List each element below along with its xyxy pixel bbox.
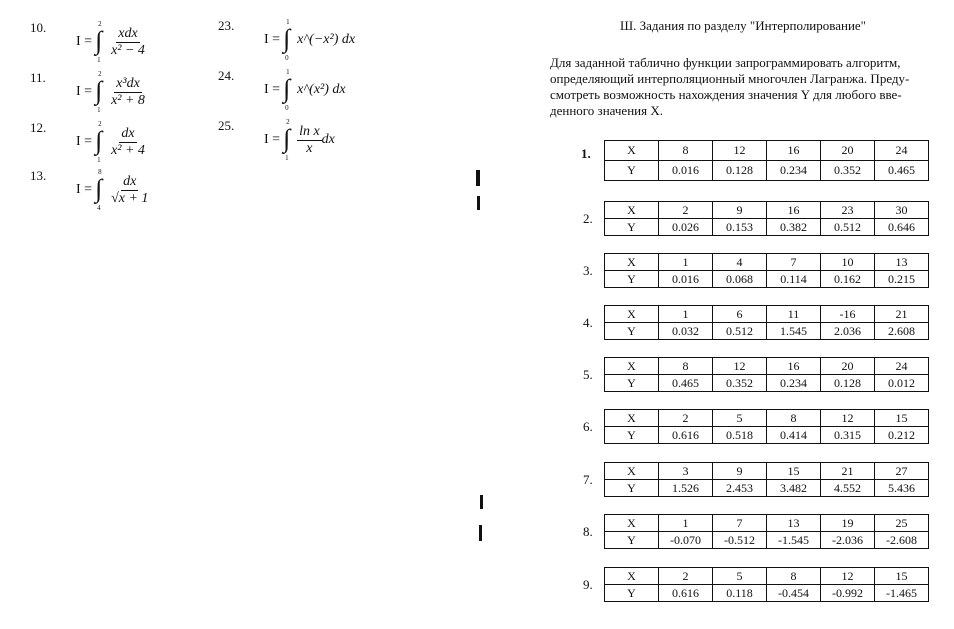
row-header: Y <box>605 532 659 549</box>
integral-lhs: I = <box>264 132 281 147</box>
table-row-y <box>605 271 929 288</box>
table-cell: 4.552 <box>821 480 875 497</box>
upper-limit: 1 <box>286 68 290 76</box>
table-row-y <box>605 161 929 181</box>
table-cell: 0.032 <box>659 323 713 340</box>
table-cell: 0.352 <box>821 161 875 181</box>
table-cell: -16 <box>821 306 875 323</box>
upper-limit: 2 <box>98 120 102 128</box>
integral-number: 11. <box>30 70 46 85</box>
task-table <box>604 140 929 181</box>
table-cell: 7 <box>713 515 767 532</box>
table-row-x <box>605 358 929 375</box>
table-cell: 1 <box>659 254 713 271</box>
fraction <box>109 126 147 159</box>
paragraph-line: денного значения X. <box>550 103 663 118</box>
integral-12 <box>76 120 147 164</box>
table-cell: 0.518 <box>713 427 767 444</box>
task-table <box>604 567 929 602</box>
integral-number: 12. <box>30 120 47 135</box>
task-table <box>604 462 929 497</box>
table-cell: 0.512 <box>821 219 875 236</box>
table-cell: 16 <box>767 141 821 161</box>
row-header: Y <box>605 219 659 236</box>
task-label: 3. <box>583 263 593 278</box>
table-cell: 12 <box>821 410 875 427</box>
table-cell: 0.234 <box>767 161 821 181</box>
integral-lhs: I = <box>76 182 93 197</box>
task-label: 7. <box>583 472 593 487</box>
table-cell: 1 <box>659 515 713 532</box>
numerator: dx <box>123 173 137 189</box>
table-cell: 5 <box>713 410 767 427</box>
table-cell: 19 <box>821 515 875 532</box>
upper-limit: 8 <box>98 168 102 176</box>
row-header: X <box>605 141 659 161</box>
table-cell: 0.234 <box>767 375 821 392</box>
table-cell: 0.012 <box>875 375 929 392</box>
table-row-y <box>605 219 929 236</box>
integral-11 <box>76 70 147 114</box>
lower-limit: 1 <box>97 106 101 114</box>
table-cell: 0.414 <box>767 427 821 444</box>
table-cell: 6 <box>713 306 767 323</box>
table-cell: 3.482 <box>767 480 821 497</box>
lower-limit: 1 <box>285 154 289 162</box>
integral-lhs: I = <box>264 32 281 47</box>
table-cell: -2.036 <box>821 532 875 549</box>
table-cell: 15 <box>875 568 929 585</box>
integral-10 <box>76 20 147 64</box>
table-cell: 11 <box>767 306 821 323</box>
task-table <box>604 305 929 340</box>
denominator: x <box>306 140 313 156</box>
table-cell: 23 <box>821 202 875 219</box>
table-cell: 0.128 <box>821 375 875 392</box>
table-cell: 0.465 <box>875 161 929 181</box>
scan-mark <box>476 170 480 186</box>
numerator: dx <box>121 125 135 141</box>
table-cell: 12 <box>821 568 875 585</box>
numerator: xdx <box>118 25 138 41</box>
section-title: Ш. Задания по разделу "Интерполирование" <box>620 18 866 33</box>
integrand: x^(x²) dx <box>297 82 346 97</box>
paragraph-line: смотреть возможность нахождения значения Y для любого вве- <box>550 87 902 102</box>
denominator: x² + 4 <box>111 142 145 158</box>
table-cell: 3 <box>659 463 713 480</box>
lower-limit: 1 <box>97 156 101 164</box>
table-cell: 21 <box>821 463 875 480</box>
task-label: 1. <box>581 146 591 161</box>
table-cell: 15 <box>767 463 821 480</box>
table-cell: 10 <box>821 254 875 271</box>
table-cell: 9 <box>713 202 767 219</box>
integral-25 <box>264 118 335 162</box>
row-header: Y <box>605 161 659 181</box>
table-cell: 8 <box>767 410 821 427</box>
integrand: x^(−x²) dx <box>297 32 356 47</box>
paragraph-line: Для заданной таблично функции запрограммировать алгоритм, <box>550 55 901 70</box>
task-label: 9. <box>583 577 593 592</box>
table-cell: 16 <box>767 358 821 375</box>
upper-limit: 2 <box>98 20 102 28</box>
table-cell: 0.153 <box>713 219 767 236</box>
table-cell: 2.608 <box>875 323 929 340</box>
table-cell: 2 <box>659 202 713 219</box>
table-cell: 0.512 <box>713 323 767 340</box>
table-cell: 20 <box>821 141 875 161</box>
table-cell: 15 <box>875 410 929 427</box>
task-table <box>604 253 929 288</box>
table-cell: -0.512 <box>713 532 767 549</box>
table-cell: 8 <box>659 358 713 375</box>
task-table <box>604 357 929 392</box>
table-cell: 0.016 <box>659 161 713 181</box>
table-cell: 1.526 <box>659 480 713 497</box>
scan-mark <box>479 525 482 541</box>
table-cell: 24 <box>875 358 929 375</box>
integral-number: 24. <box>218 68 235 83</box>
row-header: Y <box>605 480 659 497</box>
table-cell: -1.465 <box>875 585 929 602</box>
row-header: X <box>605 306 659 323</box>
denominator: √x + 1 <box>111 190 149 206</box>
integral-number: 13. <box>30 168 47 183</box>
table-cell: 0.016 <box>659 271 713 288</box>
table-cell: 0.212 <box>875 427 929 444</box>
table-row-y <box>605 375 929 392</box>
table-cell: 5 <box>713 568 767 585</box>
table-cell: 2 <box>659 568 713 585</box>
task-label: 4. <box>583 315 593 330</box>
denominator: x² + 8 <box>111 92 145 108</box>
table-cell: 0.465 <box>659 375 713 392</box>
row-header: X <box>605 202 659 219</box>
fraction <box>109 76 147 109</box>
integral-number: 25. <box>218 118 235 133</box>
section-paragraph <box>550 55 930 119</box>
integral-number: 10. <box>30 20 47 35</box>
upper-limit: 2 <box>98 70 102 78</box>
table-row-x <box>605 410 929 427</box>
table-row-y <box>605 532 929 549</box>
table-cell: 0.068 <box>713 271 767 288</box>
row-header: X <box>605 568 659 585</box>
table-cell: 24 <box>875 141 929 161</box>
table-cell: 16 <box>767 202 821 219</box>
table-cell: 30 <box>875 202 929 219</box>
table-cell: 0.128 <box>713 161 767 181</box>
row-header: Y <box>605 427 659 444</box>
upper-limit: 2 <box>286 118 290 126</box>
table-cell: 0.118 <box>713 585 767 602</box>
table-cell: 0.352 <box>713 375 767 392</box>
table-cell: 0.616 <box>659 427 713 444</box>
table-cell: -1.545 <box>767 532 821 549</box>
upper-limit: 1 <box>286 18 290 26</box>
row-header: Y <box>605 323 659 340</box>
integral-sign: 2 ∫ 1 <box>95 20 103 64</box>
table-cell: 1.545 <box>767 323 821 340</box>
fraction <box>297 124 322 157</box>
table-row-x <box>605 306 929 323</box>
table-row-y <box>605 585 929 602</box>
integral-lhs: I = <box>76 134 93 149</box>
task-label: 2. <box>583 211 593 226</box>
table-cell: 4 <box>713 254 767 271</box>
table-cell: 0.315 <box>821 427 875 444</box>
table-row-x <box>605 463 929 480</box>
table-cell: 0.616 <box>659 585 713 602</box>
table-cell: 2.453 <box>713 480 767 497</box>
lower-limit: 1 <box>97 56 101 64</box>
table-cell: 20 <box>821 358 875 375</box>
integral-23 <box>264 18 355 62</box>
table-cell: 2.036 <box>821 323 875 340</box>
lower-limit: 0 <box>285 104 289 112</box>
table-cell: 27 <box>875 463 929 480</box>
integral-sign: 2 ∫ 1 <box>95 120 103 164</box>
table-cell: 12 <box>713 141 767 161</box>
table-cell: 25 <box>875 515 929 532</box>
integral-13 <box>76 168 150 212</box>
table-cell: 13 <box>767 515 821 532</box>
table-cell: 2 <box>659 410 713 427</box>
row-header: Y <box>605 271 659 288</box>
table-cell: -0.070 <box>659 532 713 549</box>
lower-limit: 4 <box>97 204 101 212</box>
table-cell: 5.436 <box>875 480 929 497</box>
table-row-y <box>605 323 929 340</box>
integral-lhs: I = <box>76 84 93 99</box>
table-row-x <box>605 141 929 161</box>
lower-limit: 0 <box>285 54 289 62</box>
table-cell: 7 <box>767 254 821 271</box>
table-cell: -0.992 <box>821 585 875 602</box>
table-cell: -2.608 <box>875 532 929 549</box>
integral-sign: 1 ∫ 0 <box>283 18 291 62</box>
table-cell: 12 <box>713 358 767 375</box>
integral-lhs: I = <box>76 34 93 49</box>
row-header: Y <box>605 585 659 602</box>
row-header: Y <box>605 375 659 392</box>
table-cell: 8 <box>767 568 821 585</box>
numerator: ln x <box>299 123 320 139</box>
scan-mark <box>477 196 480 210</box>
table-row-x <box>605 254 929 271</box>
denominator: x² − 4 <box>111 42 145 58</box>
table-cell: 13 <box>875 254 929 271</box>
table-cell: 0.162 <box>821 271 875 288</box>
task-table <box>604 514 929 549</box>
table-cell: 1 <box>659 306 713 323</box>
integral-number: 23. <box>218 18 235 33</box>
table-cell: 9 <box>713 463 767 480</box>
table-row-y <box>605 427 929 444</box>
integral-sign: 1 ∫ 0 <box>283 68 291 112</box>
paragraph-line: определяющий интерполяционный многочлен Лагранжа. Преду- <box>550 71 910 86</box>
row-header: X <box>605 410 659 427</box>
table-cell: 0.215 <box>875 271 929 288</box>
table-cell: 0.114 <box>767 271 821 288</box>
integral-sign: 2 ∫ 1 <box>283 118 291 162</box>
task-table <box>604 409 929 444</box>
table-cell: 0.382 <box>767 219 821 236</box>
fraction <box>109 174 150 207</box>
integrand-tail: dx <box>321 132 335 147</box>
table-cell: 0.646 <box>875 219 929 236</box>
task-table <box>604 201 929 236</box>
table-cell: 21 <box>875 306 929 323</box>
row-header: X <box>605 358 659 375</box>
table-row-x <box>605 202 929 219</box>
table-cell: 8 <box>659 141 713 161</box>
table-cell: -0.454 <box>767 585 821 602</box>
task-label: 5. <box>583 367 593 382</box>
row-header: X <box>605 254 659 271</box>
table-row-x <box>605 515 929 532</box>
row-header: X <box>605 515 659 532</box>
integral-24 <box>264 68 346 112</box>
numerator: x³dx <box>116 75 140 91</box>
task-label: 8. <box>583 524 593 539</box>
table-row-x <box>605 568 929 585</box>
integral-sign: 2 ∫ 1 <box>95 70 103 114</box>
table-row-y <box>605 480 929 497</box>
integral-lhs: I = <box>264 82 281 97</box>
task-label: 6. <box>583 419 593 434</box>
row-header: X <box>605 463 659 480</box>
integral-sign: 8 ∫ 4 <box>95 168 103 212</box>
table-cell: 0.026 <box>659 219 713 236</box>
fraction <box>109 26 147 59</box>
scan-mark <box>480 495 483 509</box>
